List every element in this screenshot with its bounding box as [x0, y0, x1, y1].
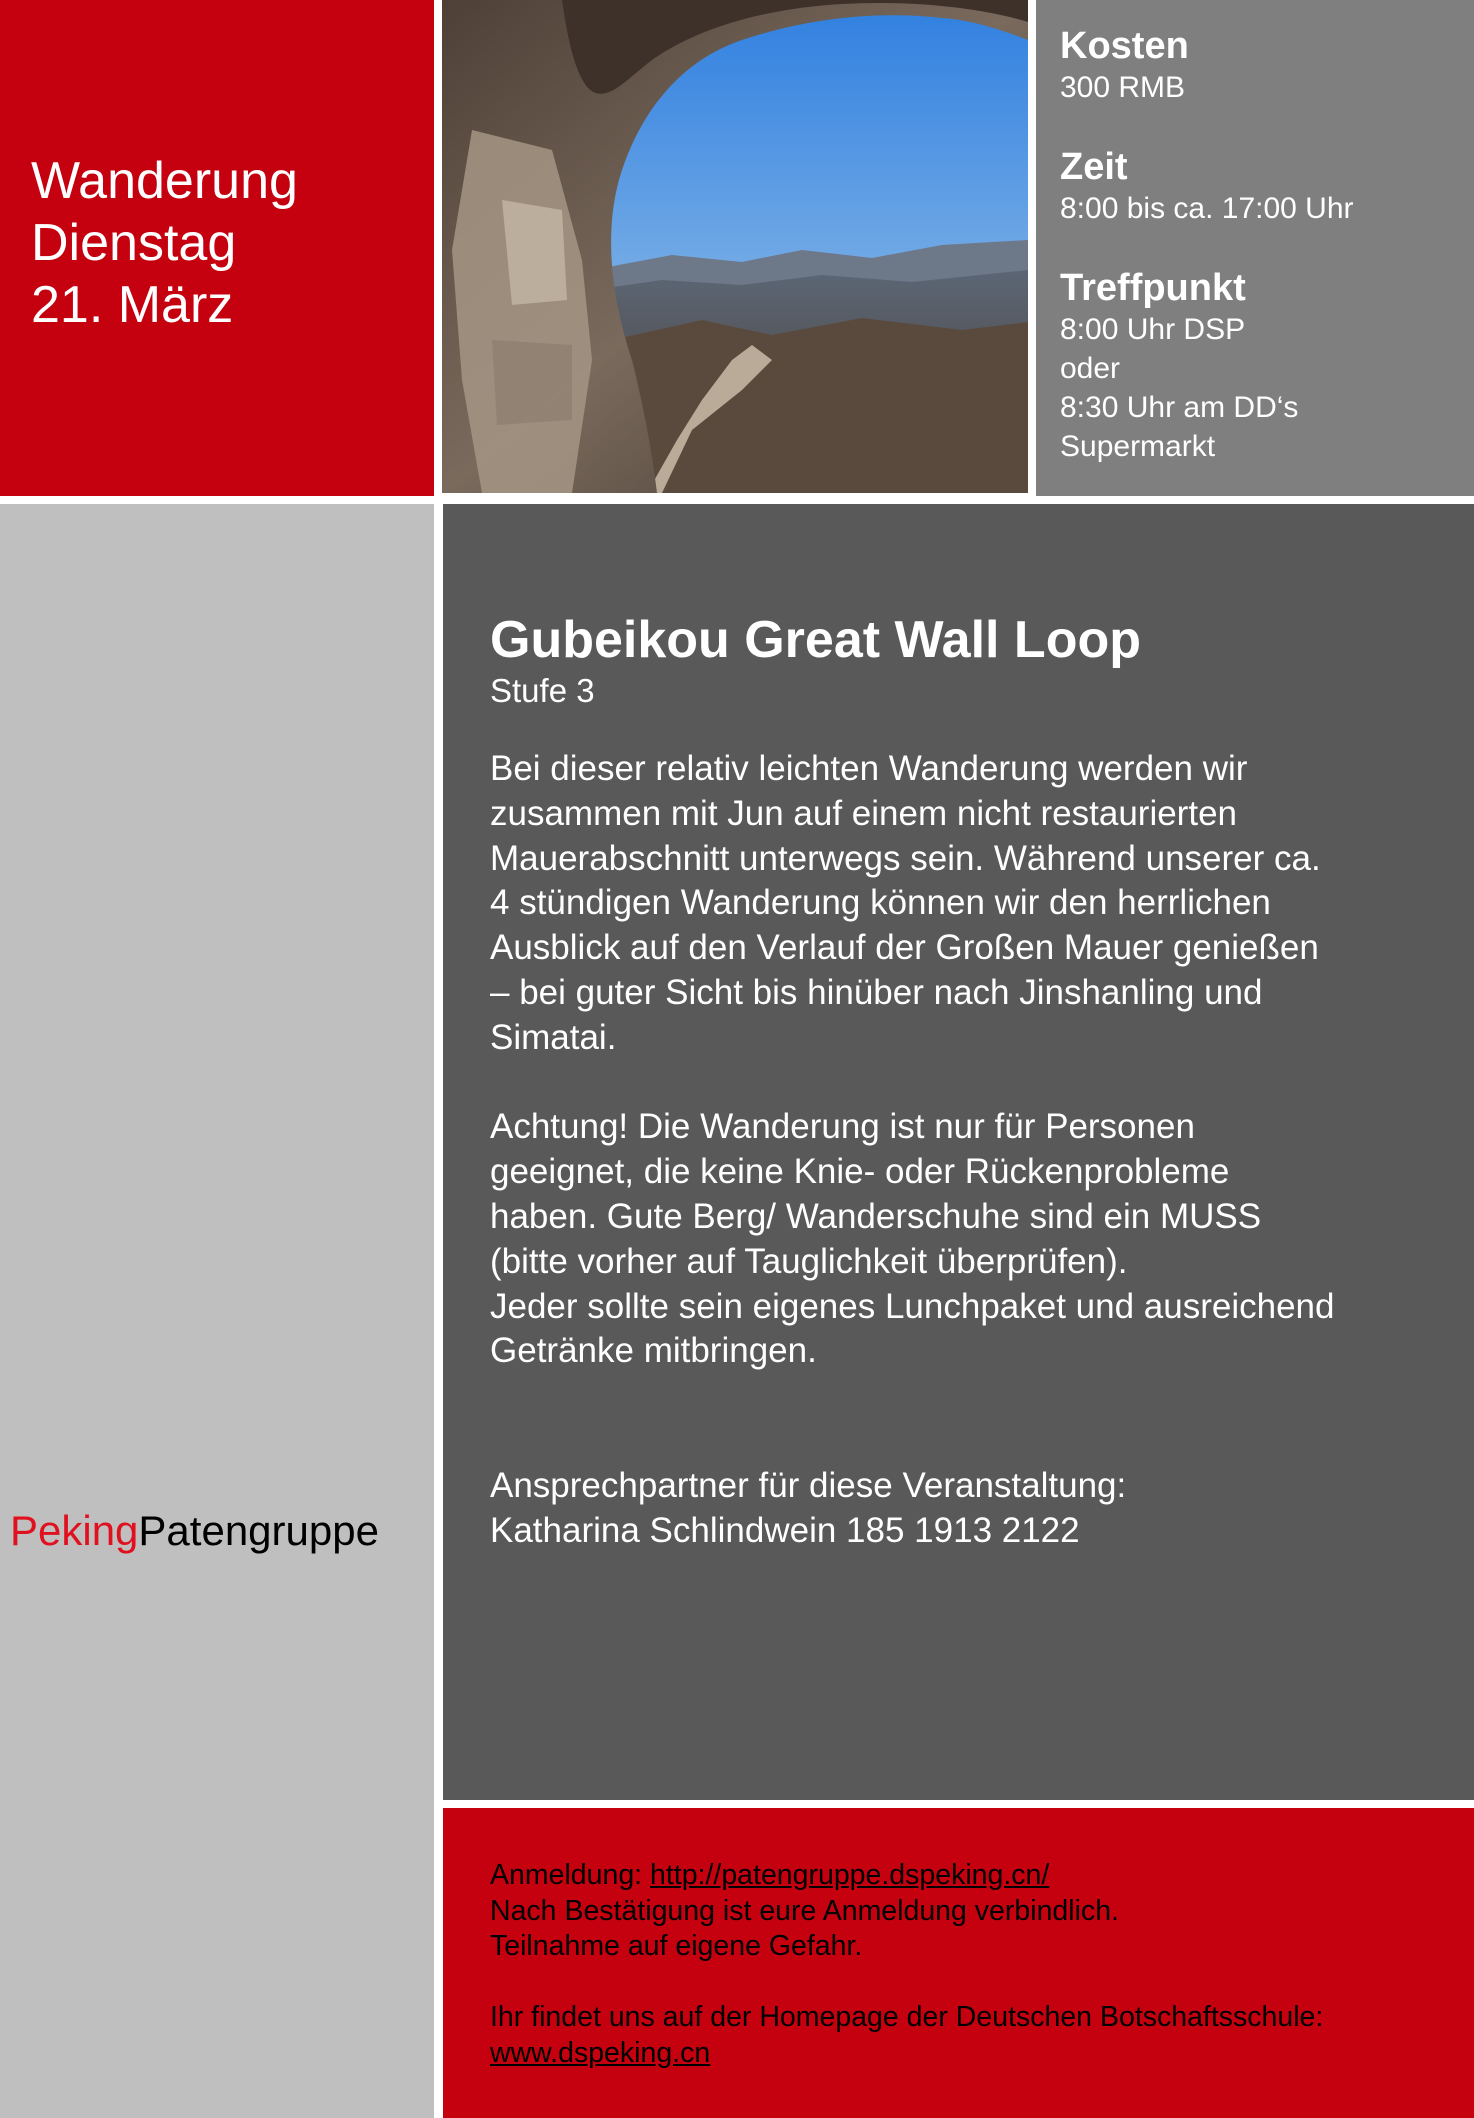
- title-panel: [0, 0, 434, 496]
- warning-line: geeignet, die keine Knie- oder Rückenprobleme: [490, 1152, 1230, 1192]
- description-line: Simatai.: [490, 1017, 617, 1057]
- description-line: Bei dieser relativ leichten Wanderung werden wir: [490, 749, 1248, 788]
- cost-label: Kosten: [1060, 25, 1189, 67]
- event-info-panel: [1036, 0, 1474, 496]
- homepage-line: [490, 2036, 1323, 2072]
- warning-line: Achtung! Die Wanderung ist nur für Personen: [490, 1107, 1195, 1147]
- event-description-panel: [443, 504, 1474, 1800]
- signup-label: Anmeldung:: [490, 1859, 651, 1891]
- signup-link[interactable]: http://patengruppe.dspeking.cn/: [650, 1859, 1050, 1891]
- meeting-point-label: Treffpunkt: [1060, 267, 1246, 309]
- registration-footer: [443, 1808, 1474, 2118]
- homepage-notice: Ihr findet uns auf der Homepage der Deutschen Botschaftsschule:: [490, 2001, 1324, 2033]
- signup-line: [490, 1858, 1323, 1894]
- description-line: Mauerabschnitt unterwegs sein. Während unserer ca.: [490, 838, 1321, 878]
- event-type: Wanderung: [31, 152, 298, 210]
- event-weekday: Dienstag: [31, 214, 237, 272]
- warning-line: (bitte vorher auf Tauglichkeit überprüfen).: [490, 1241, 1128, 1281]
- warning-line: Jeder sollte sein eigenes Lunchpaket und ausreichend: [490, 1286, 1335, 1326]
- logo-part-peking: Peking: [10, 1507, 139, 1554]
- description-line: Ausblick auf den Verlauf der Großen Mauer genießen: [490, 928, 1319, 968]
- time-label: Zeit: [1060, 146, 1128, 188]
- warning-line: Getränke mitbringen.: [490, 1331, 817, 1371]
- great-wall-photo: [442, 0, 1028, 493]
- cost-section: [1060, 24, 1189, 107]
- time-section: [1060, 145, 1354, 228]
- contact-section: [490, 1464, 1470, 1554]
- event-title: Gubeikou Great Wall Loop: [490, 611, 1141, 669]
- event-heading: [31, 150, 298, 336]
- footer-spacer: [490, 1965, 1323, 2001]
- great-wall-photo-graphic: [442, 0, 1028, 493]
- event-date: 21. März: [31, 276, 234, 334]
- logo-part-patengruppe: Patengruppe: [138, 1507, 379, 1554]
- contact-label: Ansprechpartner für diese Veranstaltung:: [490, 1465, 1127, 1505]
- risk-notice: Teilnahme auf eigene Gefahr.: [490, 1930, 863, 1962]
- cost-value: 300 RMB: [1060, 71, 1186, 104]
- description-line: 4 stündigen Wanderung können wir den herrlichen: [490, 883, 1271, 923]
- meeting-point-line: Supermarkt: [1060, 430, 1216, 463]
- left-sidebar: [0, 504, 434, 2118]
- description-line: zusammen mit Jun auf einem nicht restaurierten: [490, 793, 1237, 833]
- meeting-point-section: [1060, 266, 1298, 466]
- contact-value: Katharina Schlindwein 185 1913 2122: [490, 1510, 1080, 1550]
- meeting-point-line: 8:30 Uhr am DD‘s: [1060, 391, 1299, 424]
- time-value: 8:00 bis ca. 17:00 Uhr: [1060, 192, 1354, 225]
- warning-paragraph: [490, 1105, 1470, 1374]
- meeting-point-line: oder: [1060, 352, 1121, 385]
- peking-patengruppe-logo: [10, 1507, 379, 1555]
- description-line: – bei guter Sicht bis hinüber nach Jinshanling und: [490, 972, 1263, 1012]
- difficulty-level: Stufe 3: [490, 672, 595, 709]
- homepage-link[interactable]: www.dspeking.cn: [490, 2036, 711, 2069]
- description-paragraph: [490, 747, 1470, 1061]
- warning-line: haben. Gute Berg/ Wanderschuhe sind ein MUSS: [490, 1196, 1262, 1236]
- binding-notice: Nach Bestätigung ist eure Anmeldung verbindlich.: [490, 1894, 1119, 1927]
- meeting-point-line: 8:00 Uhr DSP: [1060, 313, 1246, 346]
